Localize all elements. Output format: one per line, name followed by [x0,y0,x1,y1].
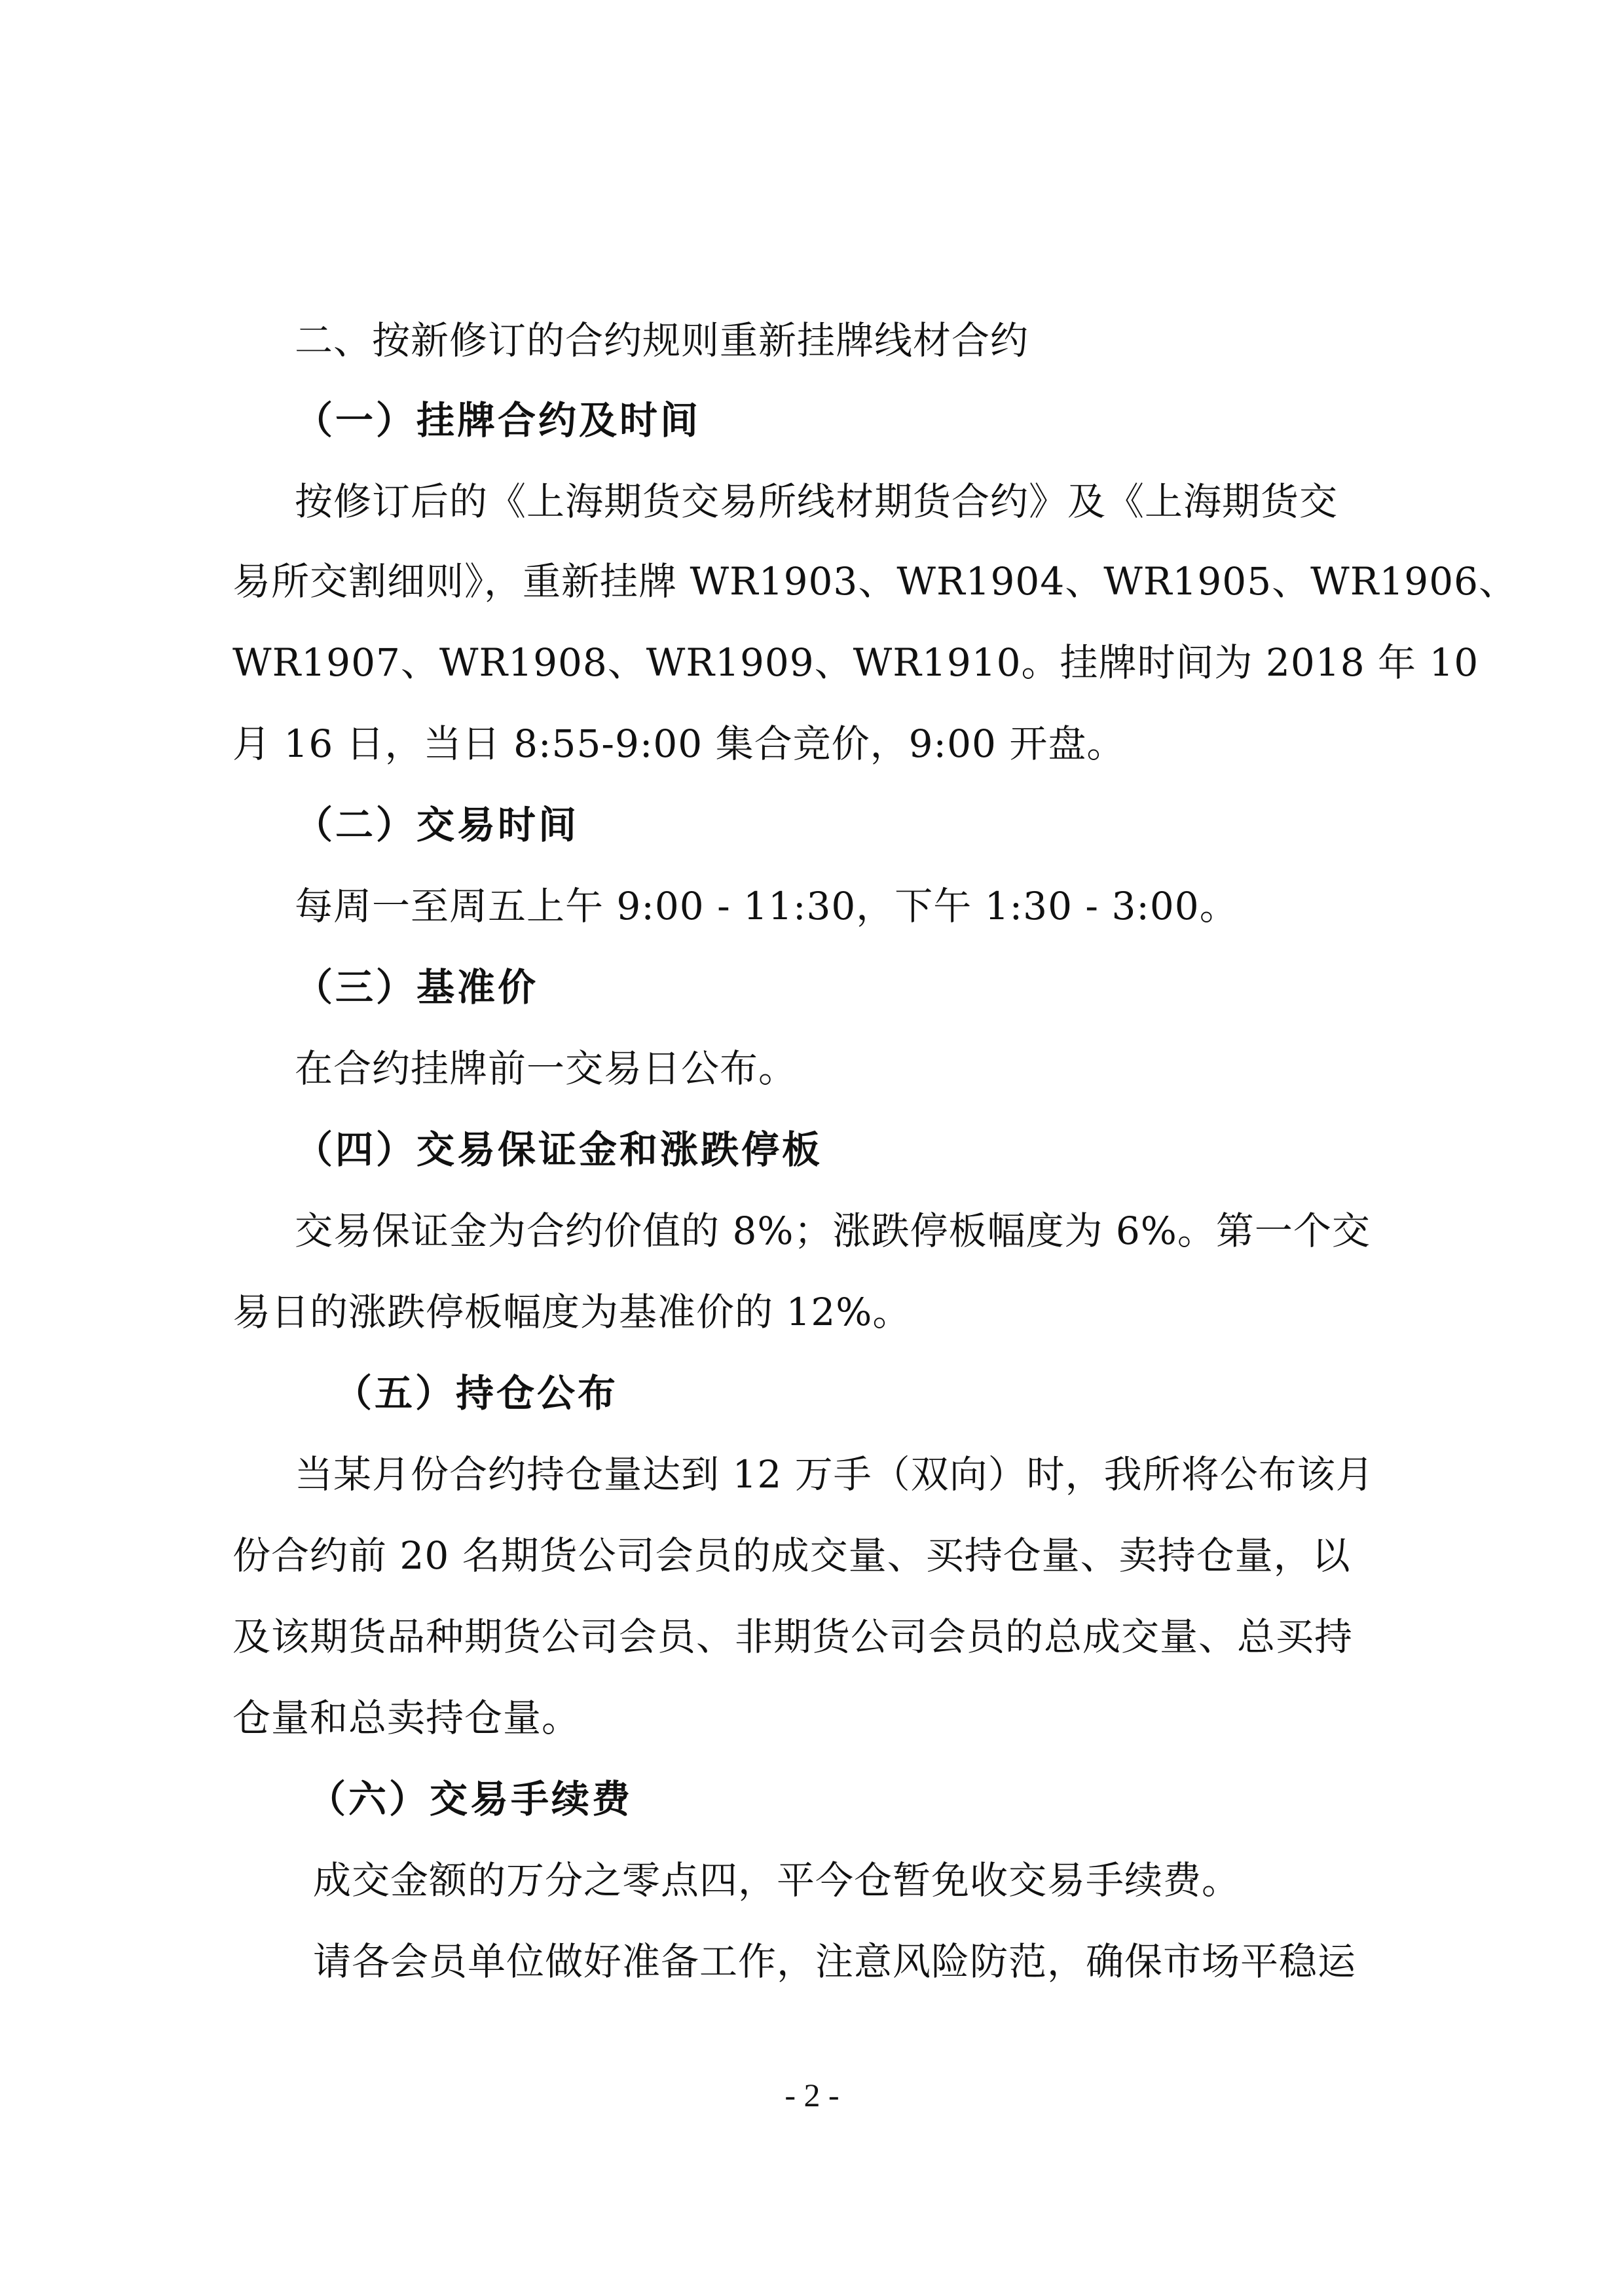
subheading-listing-contracts: （一）挂牌合约及时间 [295,398,701,443]
paragraph-line: 每周一至周五上午 9:00 - 11:30，下午 1:30 - 3:00。 [295,884,1238,928]
paragraph-line: 及该期货品种期货公司会员、非期货公司会员的总成交量、总买持 [232,1614,1354,1659]
subheading-trading-fees: （六）交易手续费 [308,1777,633,1821]
section-heading: 二、按新修订的合约规则重新挂牌线材合约 [295,318,1029,363]
paragraph-line: 交易保证金为合约价值的 8%；涨跌停板幅度为 6%。第一个交 [295,1209,1371,1253]
paragraph-line: 月 16 日，当日 8:55-9:00 集合竞价，9:00 开盘。 [232,721,1126,766]
paragraph-line: 按修订后的《上海期货交易所线材期货合约》及《上海期货交 [295,479,1338,524]
paragraph-line: 易日的涨跌停板幅度为基准价的 12%。 [232,1290,912,1334]
paragraph-line: 仓量和总卖持仓量。 [232,1696,581,1740]
paragraph-line: WR1907、WR1908、WR1909、WR1910。挂牌时间为 2018 年 10 [232,640,1479,685]
subheading-benchmark-price: （三）基准价 [295,965,539,1010]
subheading-margin-limits: （四）交易保证金和涨跌停板 [295,1127,823,1172]
page-number: - 2 - [784,2077,840,2113]
paragraph-line: 份合约前 20 名期货公司会员的成交量、买持仓量、卖持仓量，以 [232,1533,1351,1578]
paragraph-line: 成交金额的万分之零点四，平今仓暂免收交易手续费。 [313,1858,1241,1903]
paragraph-line: 易所交割细则》，重新挂牌 WR1903、WR1904、WR1905、WR1906、 [232,559,1517,604]
paragraph-line: 在合约挂牌前一交易日公布。 [295,1046,798,1091]
paragraph-line: 请各会员单位做好准备工作，注意风险防范，确保市场平稳运 [313,1939,1357,1984]
paragraph-line: 当某月份合约持仓量达到 12 万手（双向）时，我所将公布该月 [295,1452,1375,1497]
subheading-position-disclosure: （五）持仓公布 [334,1371,619,1415]
subheading-trading-hours: （二）交易时间 [295,803,580,847]
